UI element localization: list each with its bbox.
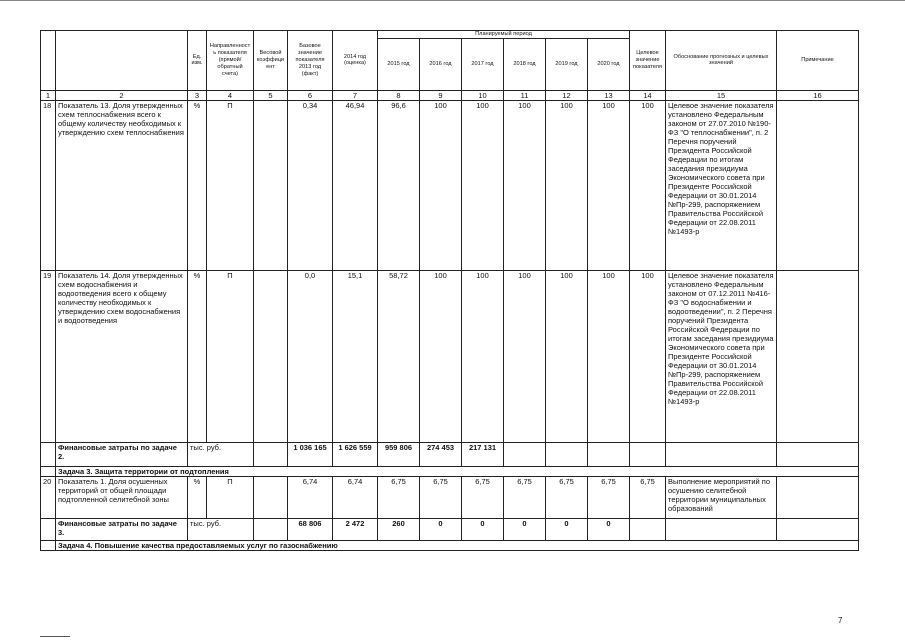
header-year: 2018 год — [504, 38, 546, 90]
empty-cell — [41, 540, 56, 550]
finance-value: 0 — [420, 518, 462, 540]
note-cell — [777, 476, 859, 518]
header-direction: Направленность показателя (прямой/обратный счета) — [207, 31, 254, 91]
header-year: 2017 год — [462, 38, 504, 90]
finance-value: 217 131 — [462, 442, 504, 466]
unit-cell: % — [188, 476, 207, 518]
finance-value: 0 — [546, 518, 588, 540]
task-title: Задача 3. Защита территории от подтопления — [56, 466, 859, 476]
value-2014-cell: 46,94 — [333, 100, 378, 270]
value-cell: 100 — [504, 100, 546, 270]
value-cell: 58,72 — [378, 270, 420, 442]
header-no — [41, 31, 56, 91]
finance-value: 0 — [462, 518, 504, 540]
finance-value: 0 — [504, 518, 546, 540]
note-cell — [777, 270, 859, 442]
col-num: 1 — [41, 90, 56, 100]
finance-label: Финансовые затраты по задаче 3. — [56, 518, 188, 540]
header-year: 2016 год — [420, 38, 462, 90]
target-cell: 100 — [630, 100, 666, 270]
value-cell: 6,75 — [378, 476, 420, 518]
empty-cell — [666, 442, 777, 466]
top-edge-line — [0, 0, 905, 1]
finance-value: 274 453 — [420, 442, 462, 466]
empty-cell — [41, 442, 56, 466]
col-num: 14 — [630, 90, 666, 100]
header-year: 2015 год — [378, 38, 420, 90]
empty-cell — [666, 518, 777, 540]
value-cell: 100 — [588, 270, 630, 442]
value-2014-cell: 6,74 — [333, 476, 378, 518]
row-number: 18 — [41, 100, 56, 270]
col-num: 5 — [254, 90, 288, 100]
base-value-cell: 6,74 — [288, 476, 333, 518]
finance-base: 1 036 165 — [288, 442, 333, 466]
empty-cell — [254, 518, 288, 540]
weight-cell — [254, 270, 288, 442]
col-num: 16 — [777, 90, 859, 100]
direction-cell: П — [207, 270, 254, 442]
finance-value: 0 — [588, 518, 630, 540]
col-num: 8 — [378, 90, 420, 100]
col-num: 2 — [56, 90, 188, 100]
weight-cell — [254, 476, 288, 518]
indicator-name: Показатель 13. Доля утвержденных схем теплоснабжения всего к общему количеству необходимых к утверждению схем теплоснабжения — [56, 100, 188, 270]
finance-value — [588, 442, 630, 466]
finance-value — [546, 442, 588, 466]
empty-cell — [254, 442, 288, 466]
header-planned-period: Планируемый период — [378, 31, 630, 39]
empty-cell — [630, 518, 666, 540]
value-cell: 100 — [504, 270, 546, 442]
weight-cell — [254, 100, 288, 270]
value-cell: 100 — [546, 270, 588, 442]
value-cell: 100 — [420, 100, 462, 270]
header-year: 2019 год — [546, 38, 588, 90]
header-justification: Обоснование прогнозных и целевых значений — [666, 31, 777, 91]
empty-cell — [777, 518, 859, 540]
direction-cell: П — [207, 100, 254, 270]
finance-2014: 1 626 559 — [333, 442, 378, 466]
task-title: Задача 4. Повышение качества предоставляемых услуг по газоснабжению — [56, 540, 859, 550]
table-row — [41, 270, 859, 442]
justification-cell: Целевое значение показателя установлено Федеральным законом от 27.07.2010 №190-ФЗ "О теплоснабжении", п. 2 Перечня поручений Президента Российской Федерации по итогам заседания президиума Экономического совета при Президенте Российской Федерации от 30.01.2014 №Пр-299, распоряжением Правительства Российской Федерации от 22.08.2011 №1493-р — [666, 100, 777, 270]
page-number: 7 — [838, 616, 843, 625]
col-num: 12 — [546, 90, 588, 100]
unit-cell: % — [188, 270, 207, 442]
col-num: 10 — [462, 90, 504, 100]
col-num: 6 — [288, 90, 333, 100]
header-unit: Ед. изм. — [188, 31, 207, 91]
col-num: 3 — [188, 90, 207, 100]
base-value-cell: 0,34 — [288, 100, 333, 270]
empty-cell — [777, 442, 859, 466]
col-num: 13 — [588, 90, 630, 100]
row-number: 20 — [41, 476, 56, 518]
task-row — [41, 466, 859, 476]
value-cell: 96,6 — [378, 100, 420, 270]
indicators-table — [40, 30, 859, 551]
col-num: 9 — [420, 90, 462, 100]
unit-cell: % — [188, 100, 207, 270]
bottom-edge-mark — [40, 636, 70, 637]
value-cell: 100 — [420, 270, 462, 442]
value-cell: 100 — [462, 100, 504, 270]
value-cell: 6,75 — [504, 476, 546, 518]
value-cell: 6,75 — [420, 476, 462, 518]
col-num: 15 — [666, 90, 777, 100]
col-num: 11 — [504, 90, 546, 100]
table-row — [41, 476, 859, 518]
finance-value — [504, 442, 546, 466]
column-numbers-row — [41, 90, 859, 100]
col-num: 4 — [207, 90, 254, 100]
value-cell: 100 — [546, 100, 588, 270]
finance-unit: тыс. руб. — [188, 518, 254, 540]
header-2014: 2014 год (оценка) — [333, 31, 378, 91]
indicator-name: Показатель 1. Доля осушенных территорий от общей площади подтопленной селитебной зоны — [56, 476, 188, 518]
header-note: Примечание — [777, 31, 859, 91]
empty-cell — [630, 442, 666, 466]
table-row — [41, 100, 859, 270]
empty-cell — [41, 466, 56, 476]
target-cell: 100 — [630, 270, 666, 442]
value-cell: 6,75 — [546, 476, 588, 518]
indicators-table-sheet — [40, 30, 858, 551]
direction-cell: П — [207, 476, 254, 518]
value-cell: 100 — [462, 270, 504, 442]
finance-label: Финансовые затраты по задаче 2. — [56, 442, 188, 466]
value-cell: 6,75 — [462, 476, 504, 518]
header-name — [56, 31, 188, 91]
header-base-value: Базовое значение показателя 2013 год (факт) — [288, 31, 333, 91]
justification-cell: Целевое значение показателя установлено Федеральным законом от 07.12.2011 №416-ФЗ "О водоснабжении и водоотведении", п. 2 Перечня поручений Президента Российской Федерации по итогам заседания президиума Экономического совета при Президенте Российской Федерации от 30.01.2014 №Пр-299, распоряжением Правительства Российской Федерации от 22.08.2011 №1493-р — [666, 270, 777, 442]
note-cell — [777, 100, 859, 270]
indicator-name: Показатель 14. Доля утвержденных схем водоснабжения и водоотведения всего к общему количеству необходимых к утверждению схем водоснабжения и водоотведения — [56, 270, 188, 442]
finance-value: 260 — [378, 518, 420, 540]
value-2014-cell: 15,1 — [333, 270, 378, 442]
header-weight: Весовой коэффициент — [254, 31, 288, 91]
empty-cell — [41, 518, 56, 540]
value-cell: 6,75 — [588, 476, 630, 518]
finance-row — [41, 518, 859, 540]
target-cell: 6,75 — [630, 476, 666, 518]
finance-base: 68 806 — [288, 518, 333, 540]
justification-cell: Выполнение мероприятий по осушению селитебной территории муниципальных образований — [666, 476, 777, 518]
finance-row — [41, 442, 859, 466]
finance-2014: 2 472 — [333, 518, 378, 540]
row-number: 19 — [41, 270, 56, 442]
header-year: 2020 год — [588, 38, 630, 90]
task-row — [41, 540, 859, 550]
finance-value: 959 806 — [378, 442, 420, 466]
base-value-cell: 0,0 — [288, 270, 333, 442]
col-num: 7 — [333, 90, 378, 100]
header-target: Целевое значение показателя — [630, 31, 666, 91]
finance-unit: тыс. руб. — [188, 442, 254, 466]
value-cell: 100 — [588, 100, 630, 270]
